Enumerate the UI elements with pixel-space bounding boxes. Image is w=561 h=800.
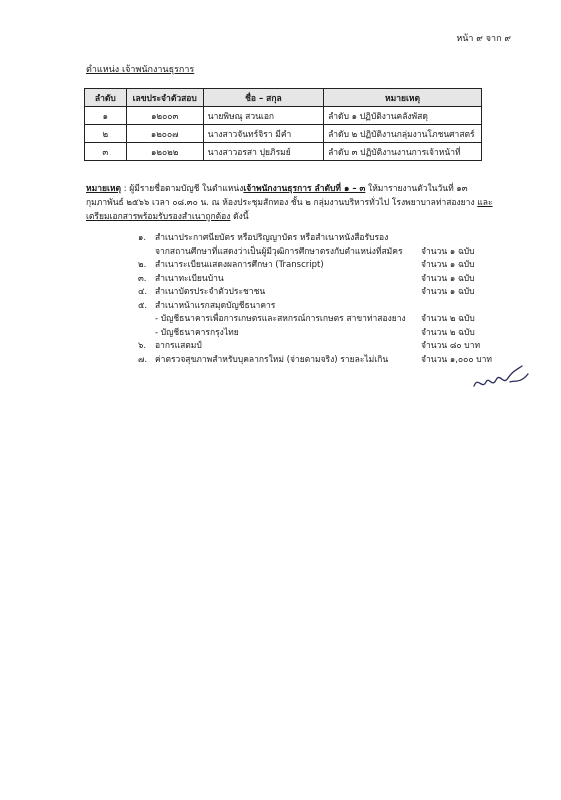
item-number: ๓. (138, 273, 147, 284)
item-text: - บัญชีธนาคารกรุงไทย (155, 327, 239, 338)
document-list (138, 232, 498, 367)
table-header-row (85, 89, 482, 107)
item-text: สำเนาประกาศนียบัตร หรือปริญญาบัตร หรือสำเนาหนังสือรับรอง (155, 233, 389, 243)
cell-remark: ลำดับ ๓ ปฏิบัติงานงานการเจ้าหน้าที่ (324, 143, 482, 161)
list-item (138, 259, 498, 273)
item-number: ๑. (138, 233, 147, 243)
cell-order: ๒ (85, 125, 127, 143)
item-text: สำเนาระเบียนแสดงผลการศึกษา (Transcript) (155, 260, 324, 270)
item-number: ๗. (138, 354, 148, 365)
candidate-table (84, 88, 482, 161)
list-item (138, 354, 498, 368)
cell-order: ๑ (85, 107, 127, 125)
header-order: ลำดับ (85, 89, 127, 107)
remark-underlined: และเตรียมเอกสารพร้อมรับรองสำเนาถูกต้อง (86, 198, 493, 222)
list-item (138, 232, 498, 246)
item-number: ๕. (138, 300, 148, 311)
cell-exam-id: ๑๒๐๐๓ (126, 107, 203, 125)
header-name: ชื่อ – สกุล (203, 89, 323, 107)
page-number: หน้า ๙ จาก ๙ (456, 34, 511, 44)
item-text: สำเนาบัตรประจำตัวประชาชน (155, 287, 266, 297)
list-item (138, 340, 498, 354)
item-number: ๔. (138, 287, 148, 297)
item-quantity: จำนวน ๑ ฉบับ (421, 287, 475, 297)
remark-label: หมายเหตุ (86, 184, 121, 194)
item-text: สำเนาทะเบียนบ้าน (155, 273, 224, 284)
item-text: จากสถานศึกษาที่แสดงว่าเป็นผู้มีวุฒิการศึกษาตรงกับตำแหน่งที่สมัคร (155, 246, 403, 257)
cell-order: ๓ (85, 143, 127, 161)
header-exam-id: เลขประจำตัวสอบ (126, 89, 203, 107)
header-remark: หมายเหตุ (324, 89, 482, 107)
signature-mark (470, 360, 532, 396)
item-text: ค่าตรวจสุขภาพสำหรับบุคลากรใหม่ (จ่ายตามจริง) รายละไม่เกิน (155, 354, 389, 365)
item-quantity: จำนวน ๒ ฉบับ (421, 314, 475, 324)
remark-text-2: ให้มารายงานตัวในวันที่ ๑๓ กุมภาพันธ์ ๒๕๖๖ เวลา ๐๘.๓๐ น. ณ ห้องประชุมสักทอง ชั้น ๒ กลุ่มงานบริหารทั่วไป โรงพยาบาลท่าสองยาง (86, 184, 478, 208)
list-item (138, 327, 498, 341)
cell-remark: ลำดับ ๑ ปฏิบัติงานคลังพัสดุ (324, 107, 482, 125)
remark-emphasis: เจ้าพนักงานธุรการ ลำดับที่ ๑ – ๓ (243, 184, 366, 194)
item-quantity: จำนวน ๑ ฉบับ (421, 273, 475, 284)
cell-exam-id: ๑๒๐๒๒ (126, 143, 203, 161)
cell-name: นายพิษณุ สวนเอก (203, 107, 323, 125)
item-text: อากรแสตมป์ (155, 341, 202, 351)
item-quantity: จำนวน ๑,๐๐๐ บาท (421, 354, 492, 365)
list-item (138, 300, 498, 314)
remark-paragraph (86, 182, 496, 224)
table-row (85, 125, 482, 143)
remark-text-3: ดังนี้ (230, 212, 249, 222)
item-number: ๒. (138, 260, 147, 270)
list-item (138, 286, 498, 300)
cell-exam-id: ๑๒๐๐๗ (126, 125, 203, 143)
cell-remark: ลำดับ ๒ ปฏิบัติงานกลุ่มงานโภชนศาสตร์ (324, 125, 482, 143)
item-text: สำเนาหน้าแรกสมุดบัญชีธนาคาร (155, 300, 276, 311)
list-item (138, 313, 498, 327)
position-title: ตำแหน่ง เจ้าพนักงานธุรการ (86, 65, 195, 75)
item-quantity: จำนวน ๒ ฉบับ (421, 327, 475, 338)
item-quantity: จำนวน ๑ ฉบับ (421, 260, 475, 270)
list-item (138, 273, 498, 287)
item-number: ๖. (138, 341, 147, 351)
table-row (85, 107, 482, 125)
item-quantity: จำนวน ๑ ฉบับ (421, 246, 475, 257)
remark-text-1: : ผู้มีรายชื่อตามบัญชี ในตำแหน่ง (121, 184, 244, 194)
list-item (138, 246, 498, 260)
item-quantity: จำนวน ๘๐ บาท (421, 341, 481, 351)
cell-name: นางสาวจันทร์จิรา มีคำ (203, 125, 323, 143)
cell-name: นางสาวอรสา ปุยภิรมย์ (203, 143, 323, 161)
item-text: - บัญชีธนาคารเพื่อการเกษตรและสหกรณ์การเกษตร สาขาท่าสองยาง (155, 314, 406, 324)
table-row (85, 143, 482, 161)
